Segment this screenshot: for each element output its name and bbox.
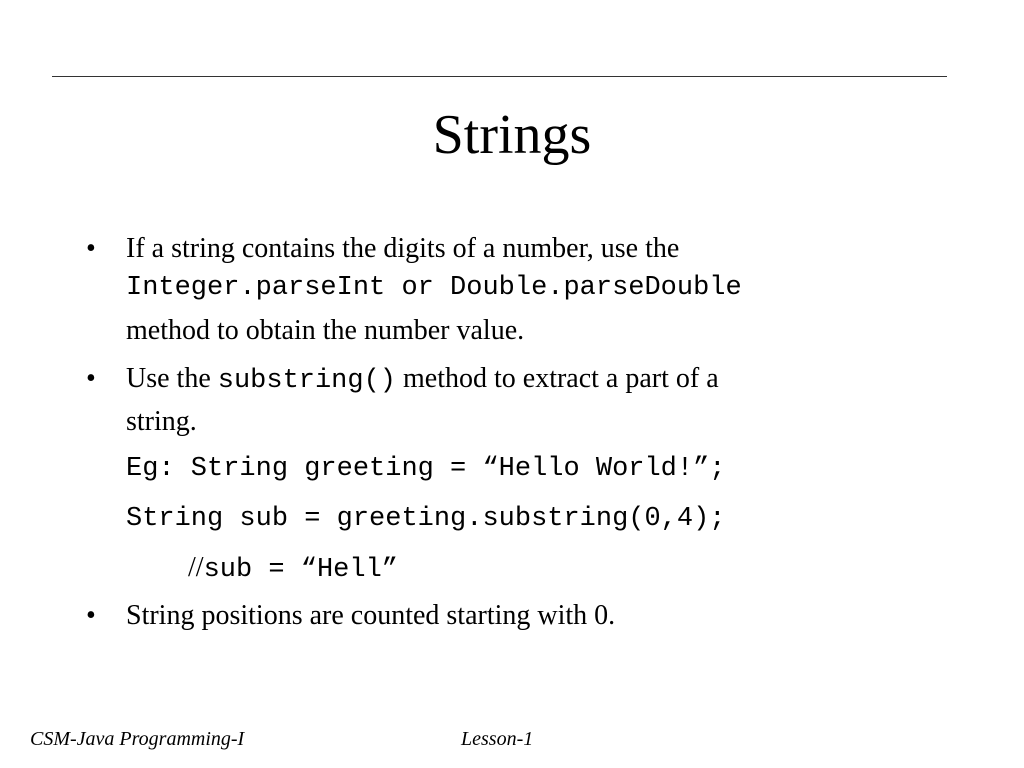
bullet-2-line-1 [126, 359, 719, 401]
comment-text: sub = “Hell” [203, 555, 398, 585]
comment-slashes: // [188, 552, 204, 583]
bullet-2-suffix: method to extract a part of a [396, 363, 719, 394]
bullet-3-line-1: String positions are counted starting with 0. [126, 600, 616, 631]
example-code-line-2: String sub = greeting.substring(0,4); [126, 504, 726, 534]
example-code-line-1: Eg: String greeting = “Hello World!”; [126, 454, 726, 484]
slide-title: Strings [432, 104, 592, 166]
bullet-1-marker: • [86, 233, 96, 264]
bullet-2-line-2: string. [126, 406, 197, 437]
bullet-2-code: substring() [217, 366, 396, 396]
bullet-2-prefix: Use the [126, 363, 218, 394]
bullet-1-line-3: method to obtain the number value. [126, 315, 525, 346]
bullet-3-marker: • [86, 600, 96, 631]
bullet-1-line-1: If a string contains the digits of a number, use the [126, 233, 680, 264]
footer-course: CSM-Java Programming-I [30, 728, 245, 750]
example-code-comment [188, 548, 398, 590]
bullet-1-code: Integer.parseInt or Double.parseDouble [126, 273, 742, 303]
footer-lesson: Lesson-1 [461, 728, 534, 750]
bullet-2-marker: • [86, 363, 96, 394]
